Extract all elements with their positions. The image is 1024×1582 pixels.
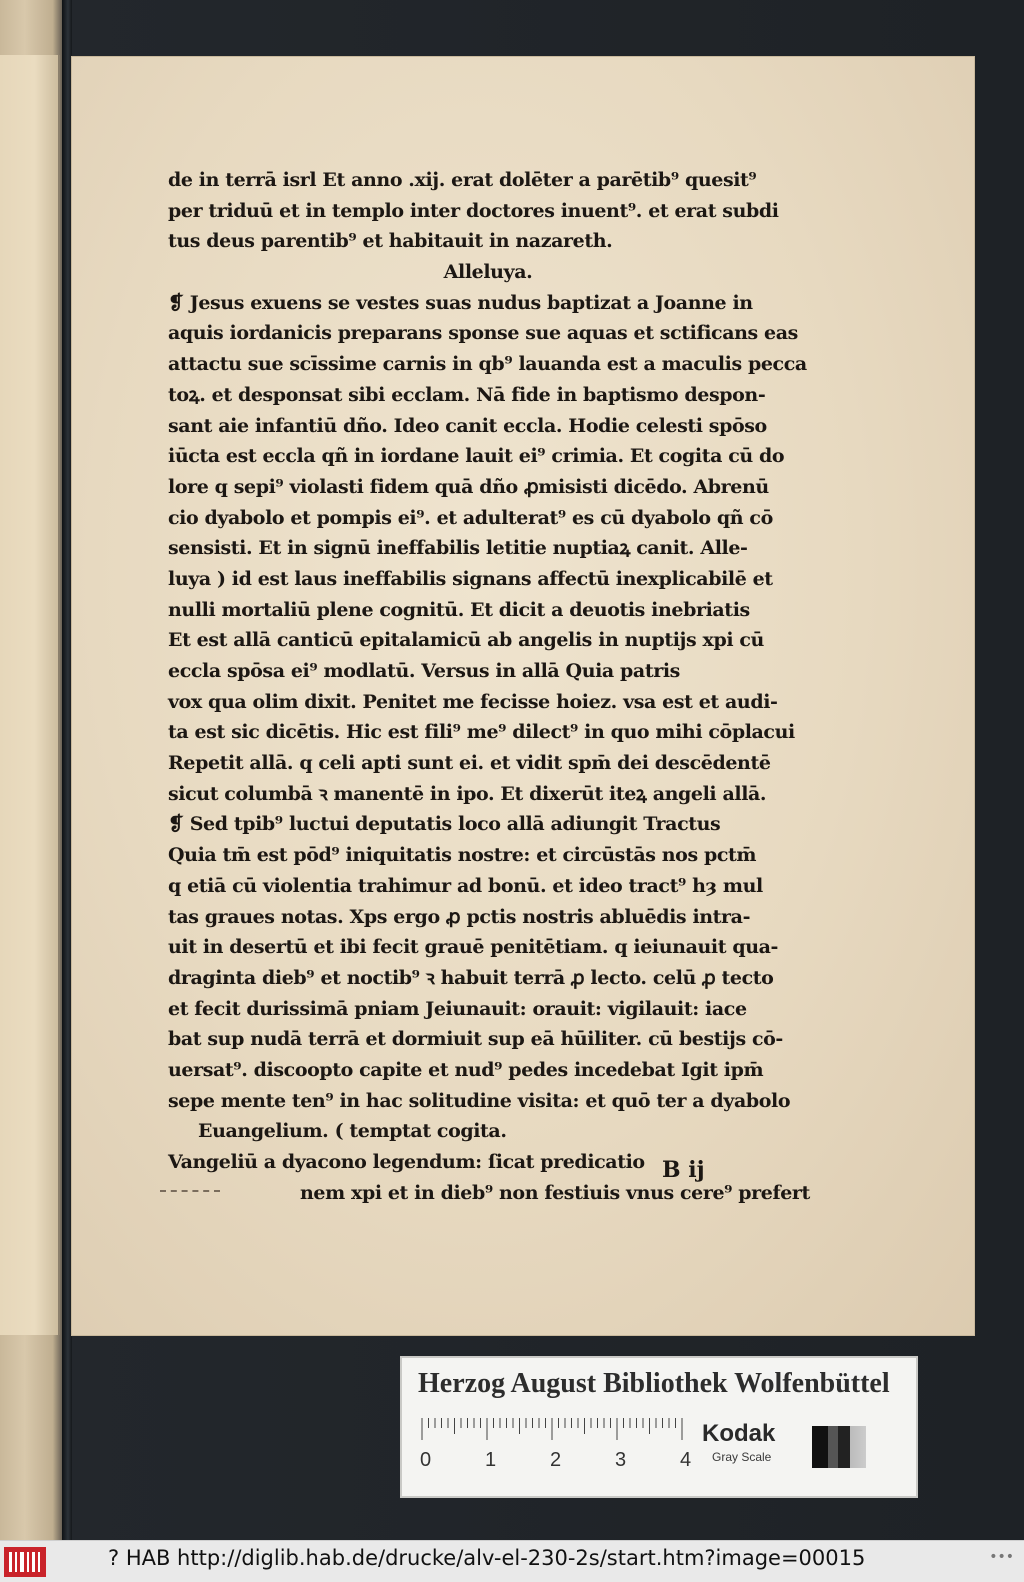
text-line: per triduū et in templo inter doctores inuent⁹. et erat subdi — [168, 199, 779, 222]
text-line: sicut columbā ꝛ manentē in ipo. Et dixerūt iteꝝ angeli allā. — [168, 782, 767, 805]
signature-mark: B ij — [662, 1157, 705, 1183]
color-calibration-card — [400, 1356, 918, 1498]
ruler-number: 4 — [680, 1449, 692, 1471]
text-line: nem xpi et in dieb⁹ non festiuis vnus cere⁹ prefert — [300, 1181, 810, 1204]
kodak-logo: Kodak — [702, 1420, 776, 1447]
ruler-number: 1 — [485, 1449, 497, 1471]
text-line: luya ) id est laus ineffabilis signans affectū inexplicabilē et — [168, 567, 773, 590]
previous-leaf-paper — [0, 55, 60, 1335]
text-line: tus deus parentib⁹ et habitauit in nazareth. — [168, 230, 613, 253]
text-line: Vangeliū a dyacono legendum: ſicat predicatio — [168, 1151, 645, 1173]
text-line: draginta dieb⁹ et noctib⁹ ꝛ habuit terrā ꝓ lecto. celū ꝓ tecto — [168, 966, 774, 989]
text-line: eccla spōsa ei⁹ modlatū. Versus in allā Quia patris — [168, 660, 680, 682]
gray-swatch — [812, 1426, 866, 1468]
book-page — [72, 57, 974, 1335]
text-line: vox qua olim dixit. Penitet me fecisse hoiez. vsa est et audi- — [168, 690, 778, 713]
text-line: attactu sue scīssime carnis in qb⁹ lauanda est a maculis pecca — [168, 353, 807, 376]
text-line: q etiā cū violentia trahimur ad bonū. et ideo tract⁹ hȝ mul — [168, 874, 763, 897]
text-line: Et est allā canticū epitalamicū ab angelis in nuptijs xpi cū — [168, 629, 764, 652]
page-text-block — [168, 165, 808, 1208]
text-line: uit in desertū et ibi fecit grauē penitētiam. q ieiunauit qua- — [168, 936, 779, 959]
status-url[interactable]: ? HAB http://diglib.hab.de/drucke/alv-el-230-2s/start.htm?image=00015 — [108, 1546, 866, 1570]
text-line: Quia tm̄ est pōd⁹ iniquitatis nostre: et circūstās nos pctm̄ — [168, 844, 757, 867]
text-line: bat sup nudā terrā et dormiuit sup eā hūiliter. cū bestijs cō- — [168, 1028, 783, 1051]
text-line: Euangelium. ( temptat cogita. — [198, 1120, 507, 1143]
text-line: lore q sepi⁹ violasti fidem quā dño ꝓmisisti dicēdo. Abrenū — [168, 475, 769, 498]
overflow-dots-icon[interactable]: ••• — [989, 1549, 1014, 1565]
previous-leaf-edge — [0, 0, 62, 1540]
text-line: ❡ Sed tpib⁹ luctui deputatis loco allā adiungit Tractus — [168, 813, 721, 836]
text-line: aquis iordanicis preparans sponse sue aquas et sctificans eas — [168, 322, 798, 345]
scale-ruler — [418, 1418, 692, 1471]
text-line: sant aie infantiū dño. Ideo canit eccla. Hodie celesti spōso — [168, 414, 767, 437]
barcode-icon — [4, 1547, 46, 1577]
text-line: tas graues notas. Xps ergo ꝓ pctis nostris abluēdis intra- — [168, 905, 751, 928]
text-line: uersat⁹. discoopto capite et nud⁹ pedes incedebat Igit ipm̄ — [168, 1058, 764, 1081]
gray-scale-label: Gray Scale — [712, 1450, 772, 1464]
margin-dash-mark — [160, 1190, 220, 1194]
text-line: sepe mente ten⁹ in hac solitudine visita: et quō ter a dyabolo — [168, 1089, 791, 1112]
text-line: nulli mortaliū plene cognitū. Et dicit a deuotis inebriatis — [168, 598, 750, 621]
status-bar — [0, 1540, 1024, 1582]
text-line: toꝝ. et desponsat sibi ecclam. Nā fide in baptismo despon- — [168, 383, 766, 406]
text-line: iūcta est eccla qñ in iordane lauit ei⁹ crimia. Et cogita cū do — [168, 445, 785, 468]
text-line: cio dyabolo et pompis ei⁹. et adulterat⁹ es cū dyabolo qñ cō — [168, 506, 773, 529]
text-line: ❡ Jesus exuens se vestes suas nudus baptizat a Joanne in — [168, 291, 753, 314]
card-title: Herzog August Bibliothek Wolfenbüttel — [418, 1368, 890, 1399]
text-line: ta est sic dicētis. Hic est fili⁹ me⁹ dilect⁹ in quo mihi cōplacui — [168, 721, 795, 744]
text-line: sensisti. Et in signū ineffabilis letitie nuptiaꝝ canit. Alle- — [168, 537, 748, 560]
text-line: et fecit durissimā pniam Jeiunauit: orauit: vigilauit: iace — [168, 997, 747, 1020]
ruler-number: 2 — [550, 1449, 562, 1471]
ruler-number: 3 — [615, 1449, 627, 1471]
ruler-number: 0 — [420, 1449, 432, 1471]
text-line: Repetit allā. q celi apti sunt ei. et vidit spm̄ dei descēdentē — [168, 752, 771, 775]
text-line: de in terrā isrl Et anno .xij. erat dolēter a parētib⁹ quesit⁹ — [168, 169, 757, 191]
book-spine — [62, 0, 72, 1540]
text-line: Alleluya. — [443, 261, 533, 284]
